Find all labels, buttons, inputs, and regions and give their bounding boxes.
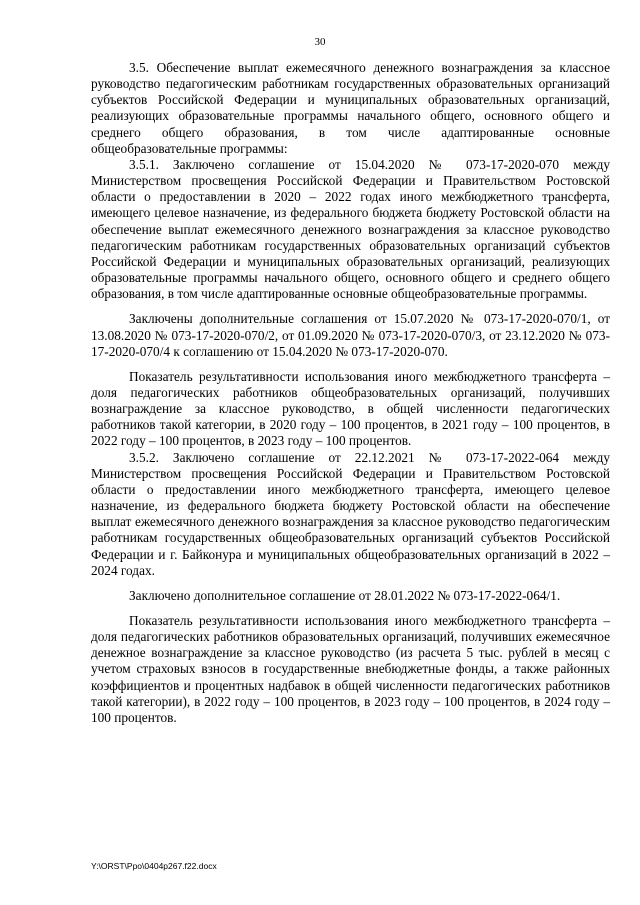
page-number: 30 (314, 36, 326, 48)
paragraph-additional-agreements-2020: Заключены дополнительные соглашения от 15.07.2020 № 073-17-2020-070/1, от 13.08.2020 № 073-17-2020-070/2, от 01.09.2020 № 073-17-2020-070/3, от 23.12.2020 № 073-17-2020-070/4 к соглашению от 15.04.2020 № 073-17-2020-070. (91, 311, 610, 359)
paragraph-additional-agreement-2022: Заключено дополнительное соглашение от 28.01.2022 № 073-17-2022-064/1. (129, 587, 561, 603)
paragraph-performance-indicator-1: Показатель результативности использования иного межбюджетного трансферта – доля педагогических работников общеобразовательных организаций, получивших вознаграждение за классное руководство, в общей численности педагогических работников такой категории, в 2020 году – 100 процентов, в 2021 году – 100 процентов, в 2022 году – 100 процентов, в 2023 году – 100 процентов. (91, 368, 610, 449)
paragraph-3-5-intro: 3.5. Обеспечение выплат ежемесячного денежного вознаграждения за классное руководство педагогическим работникам государственных образовательных организаций субъектов Российской Федерации и муниципальных образовательных организаций, реализующих образовательные программы начального общего, основного общего и среднего общего образования, в том числе адаптированные основные общеобразовательные программы: (91, 60, 610, 156)
paragraph-3-5-2-agreement: 3.5.2. Заключено соглашение от 22.12.2021 № 073-17-2022-064 между Министерством просвещения Российской Федерации и Правительством Ростовской области о предоставлении иного межбюджетного трансферта, имеющего целевое назначение, из федерального бюджета бюджету Ростовской области на обеспечение выплат ежемесячного денежного вознаграждения за классное руководство педагогическим работникам государственных общеобразовательных организаций субъектов Российской Федерации и г. Байконура и муниципальных общеобразовательных организаций в 2022 – 2024 годах. (91, 449, 610, 578)
document-body (91, 60, 610, 726)
paragraph-performance-indicator-2: Показатель результативности использования иного межбюджетного трансферта – доля педагогических работников образовательных организаций, получивших ежемесячное денежное вознаграждение за классное руководство (из расчета 5 тыс. рублей в месяц с учетом страховых взносов в государственные внебюджетные фонды, а также районных коэффициентов и процентных надбавок в общей численности педагогических работников такой категории), в 2022 году – 100 процентов, в 2023 году – 100 процентов, в 2024 году – 100 процентов. (91, 613, 610, 725)
footer-file-path: Y:\ORST\Ppo\0404p267.f22.docx (91, 861, 217, 871)
paragraph-3-5-1-agreement: 3.5.1. Заключено соглашение от 15.04.2020 № 073-17-2020-070 между Министерством просвещения Российской Федерации и Правительством Ростовской области о предоставлении в 2020 – 2022 годах иного межбюджетного трансферта, имеющего целевое назначение, из федерального бюджета бюджету Ростовской области на обеспечение выплат ежемесячного денежного вознаграждения за классное руководство педагогическим работникам государственных образовательных организаций субъектов Российской Федерации и муниципальных образовательных организаций, реализующих образовательные программы начального общего, основного общего и среднего общего образования, в том числе адаптированные основные общеобразовательные программы. (91, 156, 610, 302)
